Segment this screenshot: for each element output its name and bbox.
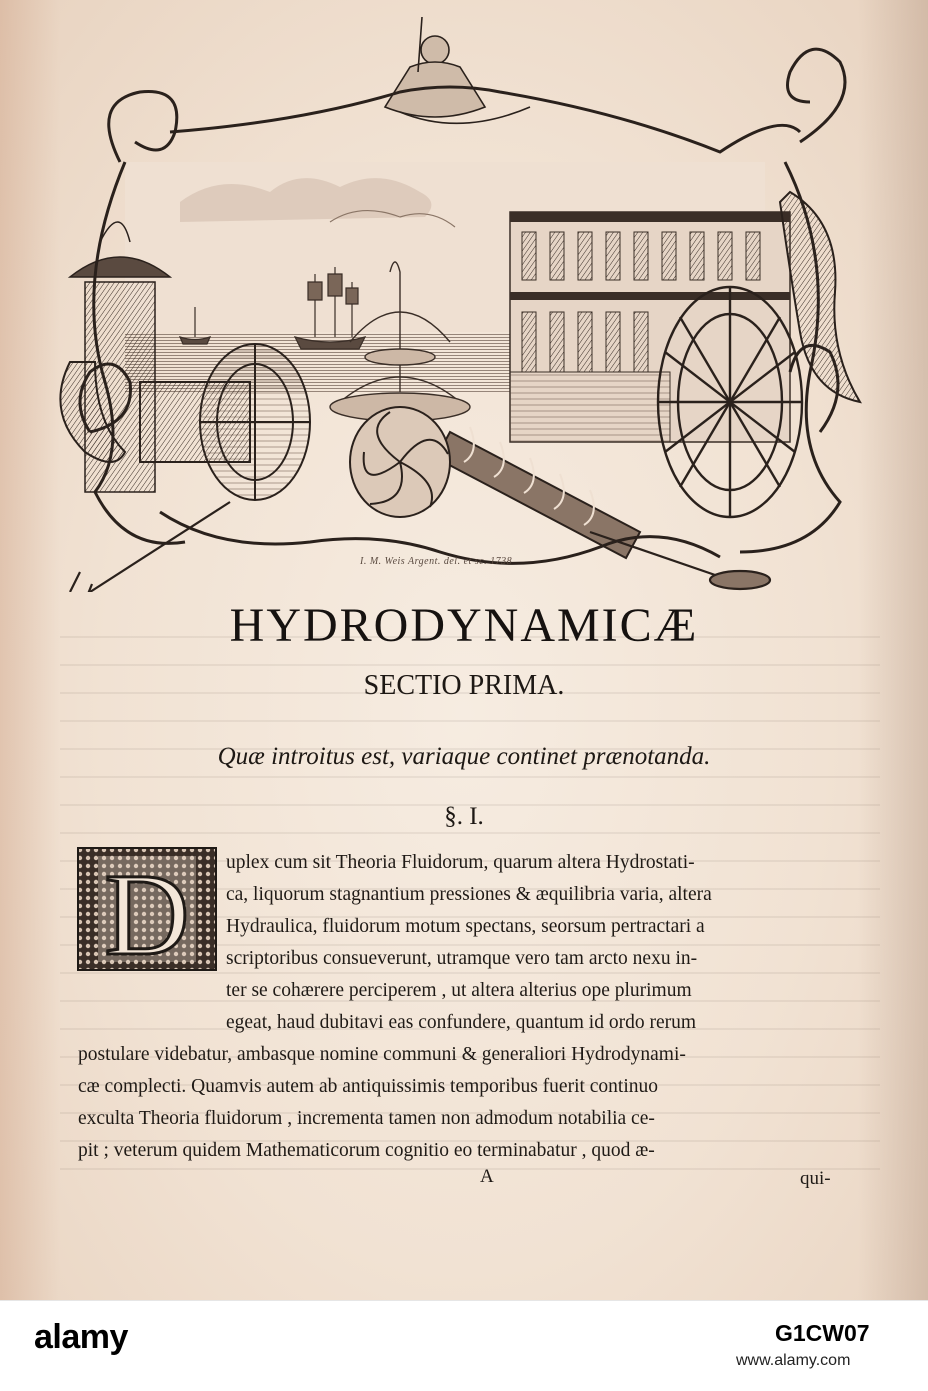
engraver-credit: I. M. Weis Argent. del. et sc. 1738 (360, 556, 513, 567)
dropcap-letter: D (104, 849, 190, 972)
body-line-2: ca, liquorum stagnantium pressiones & æquilibria varia, altera (226, 884, 712, 905)
stock-site-url[interactable]: www.alamy.com (736, 1352, 851, 1369)
body-line-1: uplex cum sit Theoria Fluidorum, quarum altera Hydrostati- (226, 852, 695, 873)
section-subtitle: Quæ introitus est, variaque continet prænotanda. (217, 743, 711, 770)
image-id-label: G1CW07 (775, 1320, 870, 1346)
body-line-8: cæ complecti. Quamvis autem ab antiquissimis temporibus fuerit continuo (78, 1076, 659, 1097)
main-title: HYDRODYNAMICÆ (229, 599, 699, 652)
river-god-figure (385, 17, 530, 123)
section-title: SECTIO PRIMA. (363, 670, 565, 701)
body-line-7: postulare videbatur, ambasque nomine communi & generaliori Hydrodynami- (78, 1044, 686, 1065)
body-line-10: pit ; veterum quidem Mathematicorum cognitio eo terminabatur , quod æ- (78, 1140, 655, 1161)
body-line-9: exculta Theoria fluidorum , incrementa tamen non admodum notabilia ce- (78, 1108, 655, 1129)
palace-building (510, 212, 790, 442)
paddle-wheel-right (658, 287, 802, 517)
body-line-4: scriptoribus consueverunt, utramque vero tam arcto nexu in- (226, 948, 698, 969)
paragraph-number: §. I. (444, 803, 484, 830)
brand-logo[interactable]: alamy (34, 1318, 128, 1356)
body-line-5: ter se cohærere perciperem , ut altera alterius ope plurimum (226, 980, 692, 1001)
signature-mark: A (480, 1166, 494, 1187)
engraved-vignette-illustration (30, 12, 875, 592)
decorative-dropcap (76, 846, 218, 972)
body-line-6: egeat, haud dubitavi eas confundere, quantum id ordo rerum (226, 1012, 697, 1033)
body-line-3: Hydraulica, fluidorum motum spectans, seorsum pertractari a (226, 916, 705, 937)
spiral-pump-wheel (350, 407, 450, 517)
catchword: qui- (800, 1168, 831, 1189)
